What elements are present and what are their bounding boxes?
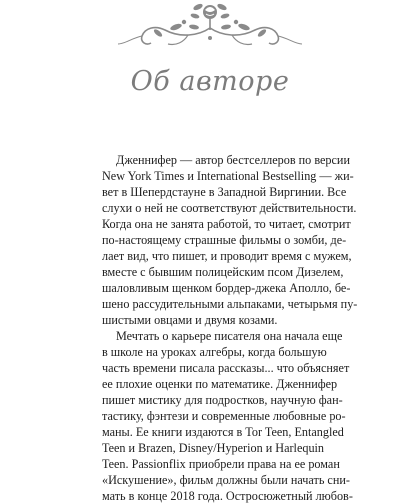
- text-line: пишет мистику для подростков, научную фан-: [102, 393, 343, 407]
- text-line: маны. Ее книги издаются в Tor Teen, Entangled: [102, 425, 344, 439]
- text-line: шено рассудительными альпаками, четырьмя пу-: [102, 297, 358, 311]
- text-line: вместе с бывшим полицейским псом Дизелем,: [102, 265, 344, 279]
- floral-ornament-icon: [110, 0, 310, 50]
- text-line: Когда она не занята работой, то читает, смотрит: [102, 217, 351, 231]
- page-title: Об авторе: [130, 66, 290, 97]
- text-line: New York Times и International Bestselling — жи-: [102, 169, 354, 183]
- text-line: мать в конце 2018 года. Остросюжетный любов-: [102, 489, 353, 503]
- text-line: Teen. Passionflix приобрели права на ее роман: [102, 457, 340, 471]
- text-line: Teen и Brazen, Disney/Hyperion и Harlequin: [102, 441, 325, 455]
- text-line: Дженнифер — автор бестселлеров по версии: [116, 153, 350, 167]
- text-line: вет в Шепердстауне в Западной Виргинии. Все: [102, 185, 347, 199]
- text-line: в школе на уроках алгебры, когда большую: [102, 345, 327, 359]
- text-line: тастику, фэнтези и современные любовные ро-: [102, 409, 346, 423]
- text-line: шистыми овцами и двумя козами.: [102, 313, 278, 327]
- about-author-text: [102, 152, 358, 504]
- text-line: шаловливым щенком бордер-джека Аполло, бе-: [102, 281, 351, 295]
- text-line: Мечтать о карьере писателя она начала еще: [116, 329, 343, 343]
- text-line: слухи о ней не соответствуют действительности.: [102, 201, 357, 215]
- text-line: по-настоящему страшные фильмы о зомби, де-: [102, 233, 347, 247]
- text-line: ее плохие оценки по математике. Дженнифер: [102, 377, 338, 391]
- text-line: часть времени писала рассказы... что объясняет: [102, 361, 350, 375]
- text-line: лает вид, что пишет, и проводит время с мужем,: [102, 249, 352, 263]
- text-line: «Искушение», фильм должны были начать сни-: [102, 473, 350, 487]
